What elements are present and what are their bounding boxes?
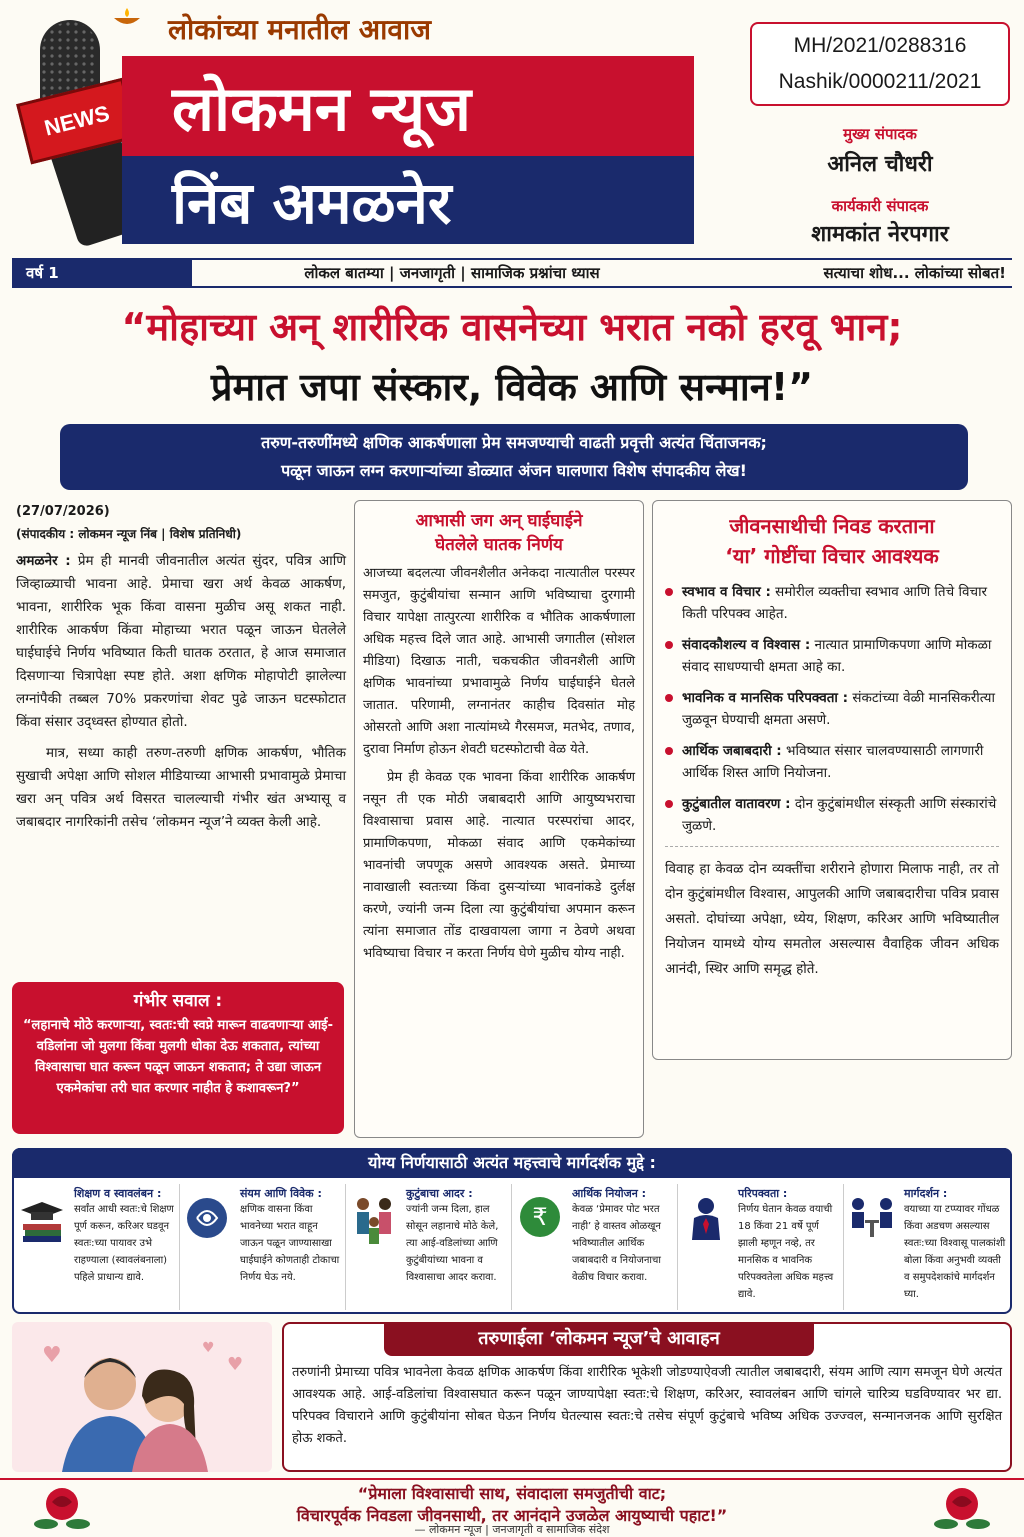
guide-text: सर्वांत आधी स्वतः:चे शिक्षण पूर्ण करून, करिअर घडवून स्वतः:च्या पायावर उभे राहण्याला (स्वावलंबनाला) पहिले प्राधान्य द्यावे. bbox=[74, 1204, 174, 1283]
checklist-text: दोन कुटुंबांमधील संस्कृती आणि संस्कारांचे जुळणे. bbox=[682, 796, 997, 834]
couple-illustration bbox=[12, 1322, 272, 1472]
guide-item-education bbox=[14, 1184, 180, 1310]
guide-text: निर्णय घेतान केवळ वयाची 18 किंवा 21 वर्षे पूर्ण झाली म्हणून नव्हे, तर मानसिक व भावनिक परिपक्वतेला अधिक महत्त्व द्यावे. bbox=[738, 1204, 834, 1300]
virtual-world-para-2: प्रेम ही केवळ एक भावना किंवा शारीरिक आकर्षण नसून ती एक मोठी जबाबदारी आणि आयुष्यभराचा विश्वासाचा प्रवास आहे. नात्यात परस्परांचा आदर, प्रामाणिकपणा, मोकळा संवाद आणि एकमेकांच्या भावनांची जपणूक असणे आवश्यक असते. प्रेमाच्या नावाखाली स्वतःच्या किंवा दुसऱ्यांच्या भावनांकडे दुर्लक्ष करणे, ज्यांनी जन्म दिला त्या कुटुंबीयांचा अपमान करून त्यांना समाजात तोंड दाखवायला जागा न ठेवणे अथवा भविष्याचा विचार न करता निर्णय घेणे मुळीच योग्य नाही. bbox=[363, 770, 635, 961]
person-icon bbox=[678, 1184, 734, 1310]
partner-choice-title-1: जीवनसाथीची निवड करताना bbox=[729, 514, 935, 538]
bullet-icon bbox=[665, 800, 673, 808]
appeal-heading: तरुणाईला ‘लोकमन न्यूज’चे आवाहन bbox=[384, 1322, 814, 1356]
checklist-text: भविष्यात संसार चालवण्यासाठी लागणारी आर्थिक शिस्त आणि नियोजना. bbox=[682, 743, 984, 781]
marriage-para: विवाह हा केवळ दोन व्यक्तींचा शरीराने होणारा मिलाफ नाही, तर तो दोन कुटुंबांमधील विश्वास, आपुलकी आणि जबाबदारीचा पवित्र प्रवास असतो. दोघांच्या अपेक्षा, ध्येय, शिक्षण, करिअर आणि भविष्यातील नियोजन यामध्ये योग्य समतोल असल्यास वैवाहिक जीवन अधिक आनंदी, स्थिर आणि समृद्ध होते. bbox=[665, 861, 999, 977]
partner-choice-title bbox=[665, 511, 999, 571]
topic-bar bbox=[12, 258, 1012, 288]
virtual-world-column bbox=[354, 500, 644, 1138]
guide-text: क्षणिक वासना किंवा भावनेच्या भरात वाहून जाऊन पळून जाण्यासाखा घाईघाईने कोणताही टोकाचा निर्णय घेऊ नये. bbox=[240, 1204, 340, 1283]
headline-line2: प्रेमात जपा संस्कार, विवेक आणि सन्मान!” bbox=[210, 365, 814, 409]
checklist-label: भावनिक व मानसिक परिपक्वता : bbox=[682, 690, 849, 706]
exec-editor-name: शामकांत नेरपगार bbox=[811, 222, 949, 247]
guide-title: मार्गदर्शन : bbox=[904, 1187, 948, 1200]
masthead-tagline: लोकांच्या मनातील आवाज bbox=[168, 13, 432, 46]
guide-item-finance bbox=[512, 1184, 678, 1310]
footer-credit: — लोकमन न्यूज | जनजागृती व सामाजिक संदेश bbox=[414, 1523, 610, 1536]
paper-title-line1: लोकमन न्यूज bbox=[122, 56, 694, 158]
bullet-icon bbox=[665, 588, 673, 596]
guide-item-guidance bbox=[844, 1184, 1010, 1310]
rupee-icon bbox=[512, 1184, 568, 1310]
subheadline-line2: पळून जाऊन लग्न करणाऱ्यांच्या डोळ्यात अंजन घालणारा विशेष संपादकीय लेख! bbox=[281, 461, 747, 480]
virtual-world-title bbox=[363, 509, 635, 557]
guide-title: कुटुंबाचा आदर : bbox=[406, 1187, 473, 1200]
appeal-box bbox=[282, 1322, 1012, 1472]
checklist-label: आर्थिक जबाबदारी : bbox=[682, 743, 782, 759]
dateline: अमळनेर : bbox=[16, 553, 71, 569]
guide-title: परिपक्वता : bbox=[738, 1187, 788, 1200]
divider bbox=[665, 846, 999, 847]
registration-box bbox=[750, 22, 1010, 106]
article-date: (27/07/2026) bbox=[16, 504, 110, 519]
serious-question-text: “लहानाचे मोठे करणाऱ्या, स्वतः:ची स्वप्ने मारून वाढवणाऱ्या आई-वडिलांना जो मुलगा किंवा मुलगी धोका देऊ शकतात, त्यांच्या विश्वासाचा घात करून पळून जाऊन शकतात; ते उद्या जाऊन एकमेकांचा तरी घात करणार नाहीत हे कशावरून?” bbox=[23, 1018, 333, 1096]
bullet-icon bbox=[665, 694, 673, 702]
checklist-item bbox=[665, 740, 999, 784]
footer-quote-line1: “प्रेमाला विश्वासाची साथ, संवादाला समजुतीची वाट; bbox=[357, 1484, 667, 1503]
topic-list: लोकल बातम्या | जनजागृती | सामाजिक प्रश्नांचा ध्यास bbox=[304, 264, 600, 282]
virtual-world-para-1: आजच्या बदलत्या जीवनशैलीत अनेकदा नात्यातील परस्पर समजुत, कुटुंबीयांचा सन्मान आणि भविष्याचा दुरगामी विचार यापेक्षा तात्पुरत्या शारीरिक व भौतिक आकर्षणाला अधिक महत्त्व दिले जात आहे. आभासी जगातील (सोशल मीडिया) दिखाऊ नाती, चकचकीत जीवनशैली आणि क्षणिक भावनांच्या प्रभावामुळे निर्णय घाईघाईने घेतले जातात. परिणामी, लग्नानंतर काहीच दिवसांत मोह ओसरतो आणि अशा नात्यांमध्ये गैरसमज, मतभेद, तणाव, दुरावा निर्माण होऊन शेवटी घटस्फोटाची वेळ येते. bbox=[363, 566, 635, 757]
guide-title: संयम आणि विवेक : bbox=[240, 1187, 322, 1200]
editorial-column bbox=[16, 500, 346, 834]
guide-text: केवळ ‘प्रेमावर पोट भरत नाही’ हे वास्तव ओळखून भविष्यातील आर्थिक जबाबदारी व नियोजनाचा वेळीच विचार करावा. bbox=[572, 1204, 661, 1283]
checklist-item bbox=[665, 793, 999, 837]
partner-choice-column bbox=[652, 500, 1012, 1060]
headline-line1: “मोहाच्या अन् शारीरिक वासनेच्या भरात नको हरवू भान; bbox=[121, 305, 903, 349]
registration-number-2: Nashik/0000211/2021 bbox=[778, 70, 982, 93]
news-badge: NEWS bbox=[16, 78, 138, 165]
serious-question-box bbox=[12, 982, 344, 1134]
year-badge: वर्ष 1 bbox=[12, 260, 192, 286]
lamp-icon bbox=[112, 6, 142, 28]
paper-title-line2: निंब अमळनेर bbox=[122, 156, 694, 244]
appeal-text: तरुणांनी प्रेमाच्या पवित्र भावनेला केवळ क्षणिक आकर्षण किंवा शारीरिक भूकेशी जोडण्याऐवजी त्यातील जबाबदारी, संयम आणि त्याग समजून घेणे अत्यंत आवश्यक आहे. आई-वडिलांचा विश्वासघात करून पळून जाण्यापेक्षा स्वतः:चे शिक्षण, करिअर, स्वावलंबन आणि चांगले चारित्र्य घडविण्यावर भर द्या. परिपक्व विचाराने आणि कुटुंबीयांना सोबत घेऊन निर्णय घेतल्यास स्वतः:चे तसेच संपूर्ण कुटुंबाचे भविष्य अधिक उज्ज्वल, सन्मानजनक आणि सुरक्षित होऊ शकते. bbox=[292, 1365, 1002, 1446]
checklist-text: संकटांच्या वेळी मानसिकरीत्या जुळवून घेण्याची क्षमता असणे. bbox=[682, 690, 995, 728]
footer-quote-line2: विचारपूर्वक निवडला जीवनसाथी, तर आनंदाने उजळेल आयुष्याची पहाट!” bbox=[296, 1506, 728, 1525]
counseling-icon bbox=[844, 1184, 900, 1310]
checklist-item bbox=[665, 581, 999, 625]
checklist-item bbox=[665, 687, 999, 731]
checklist-label: स्वभाव व विचार : bbox=[682, 584, 771, 600]
guide-item-restraint bbox=[180, 1184, 346, 1310]
article-byline: (संपादकीय : लोकमन न्यूज निंब | विशेष प्रतिनिधी) bbox=[16, 527, 242, 541]
virtual-world-title-2: घेतलेले घातक निर्णय bbox=[435, 535, 563, 555]
exec-editor-label: कार्यकारी संपादक bbox=[831, 197, 929, 215]
editorial-para-1: प्रेम ही मानवी जीवनातील अत्यंत सुंदर, पवित्र आणि जिव्हाळ्याची भावना आहे. प्रेमाचा खरा अर्थ केवळ आकर्षण, भावना, शारीरिक भूक किंवा वासना मुळीच असू शकत नाही. शारीरिक आकर्षण किंवा मोहाच्या भरात पळून जाऊन घेतलेले घाईघाईचे निर्णय भविष्यात किती घातक ठरतात, हे आज समाजात दिसणाऱ्या चित्रापेक्षा स्पष्ट होते. अशा क्षणिक मोहापोटी झालेल्या लग्नांपैकी तब्बल 70% प्रकरणांचा शेवट पुढे जाऊन घटस्फोटात किंवा संसार उद्ध्वस्त होण्यात होतो. bbox=[16, 553, 346, 730]
motto: सत्याचा शोध... लोकांच्या सोबत! bbox=[823, 264, 1006, 282]
chief-editor-name: अनिल चौधरी bbox=[827, 152, 933, 177]
guide-text: वयाच्या या टप्प्यावर गोंधळ किंवा अडचण असल्यास स्वतः:च्या विश्वासू पालकांशी बोला किंवा अनुभवी व्यक्ती व समुपदेशकांचे मार्गदर्शन घ्या. bbox=[904, 1204, 1006, 1300]
checklist-label: संवादकौशल्य व विश्वास : bbox=[682, 637, 811, 653]
chief-editor-label: मुख्य संपादक bbox=[843, 125, 917, 143]
guide-title: शिक्षण व स्वावलंबन : bbox=[74, 1187, 162, 1200]
guide-item-maturity bbox=[678, 1184, 844, 1310]
partner-choice-title-2: ‘या’ गोष्टींचा विचार आवश्यक bbox=[725, 544, 939, 568]
virtual-world-title-1: आभासी जग अन् घाईघाईने bbox=[415, 511, 583, 531]
checklist-item bbox=[665, 634, 999, 678]
masthead bbox=[0, 0, 1024, 250]
bullet-icon bbox=[665, 641, 673, 649]
svg-text:₹: ₹ bbox=[532, 1203, 548, 1231]
family-icon bbox=[346, 1184, 402, 1310]
subheadline-line1: तरुण-तरुणींमध्ये क्षणिक आकर्षणाला प्रेम समजण्याची वाढती प्रवृत्ती अत्यंत चिंताजनक; bbox=[261, 433, 767, 452]
subheadline bbox=[60, 424, 968, 490]
guide-item-family bbox=[346, 1184, 512, 1310]
registration-number-1: MH/2021/0288316 bbox=[793, 34, 967, 57]
guide-text: ज्यांनी जन्म दिला, हाल सोसून लहानाचे मोठे केले, त्या आई-वडिलांच्या आणि कुटुंबीयांच्या भावना व विश्वासाचा आदर करावा. bbox=[406, 1204, 499, 1283]
graduation-icon bbox=[14, 1184, 70, 1310]
checklist-text: समोरील व्यक्तीचा स्वभाव आणि तिचे विचार किती परिपक्व आहेत. bbox=[682, 584, 988, 622]
guidance-heading: योग्य निर्णयासाठी अत्यंत महत्त्वाचे मार्गदर्शक मुद्दे : bbox=[12, 1148, 1012, 1178]
svg-text:♥: ♥ bbox=[227, 1354, 244, 1375]
editorial-para-2: मात्र, सध्या काही तरुण-तरुणी क्षणिक आकर्षण, भौतिक सुखाची अपेक्षा आणि सोशल मीडियाच्या आभासी प्रभावामुळे प्रेमाचा खरा अन् पवित्र अर्थ विसरत चालल्याची गंभीर खंत अभ्यासू व जबाबदार नागरिकांनी तसेच ‘लोकमन न्यूज’ने व्यक्त केली आहे. bbox=[16, 745, 346, 830]
bullet-icon bbox=[665, 747, 673, 755]
svg-text:♥: ♥ bbox=[42, 1343, 62, 1368]
checklist-text: नात्यात प्रामाणिकपणा आणि मोकळा संवाद साधण्याची क्षमता आहे का. bbox=[682, 637, 992, 675]
serious-question-title: गंभीर सवाल : bbox=[133, 991, 223, 1011]
checklist-label: कुटुंबातील वातावरण : bbox=[682, 796, 791, 812]
guide-title: आर्थिक नियोजन : bbox=[572, 1187, 647, 1200]
guidance-panel bbox=[12, 1148, 1012, 1314]
brain-icon bbox=[180, 1184, 236, 1310]
svg-text:♥: ♥ bbox=[202, 1340, 215, 1356]
